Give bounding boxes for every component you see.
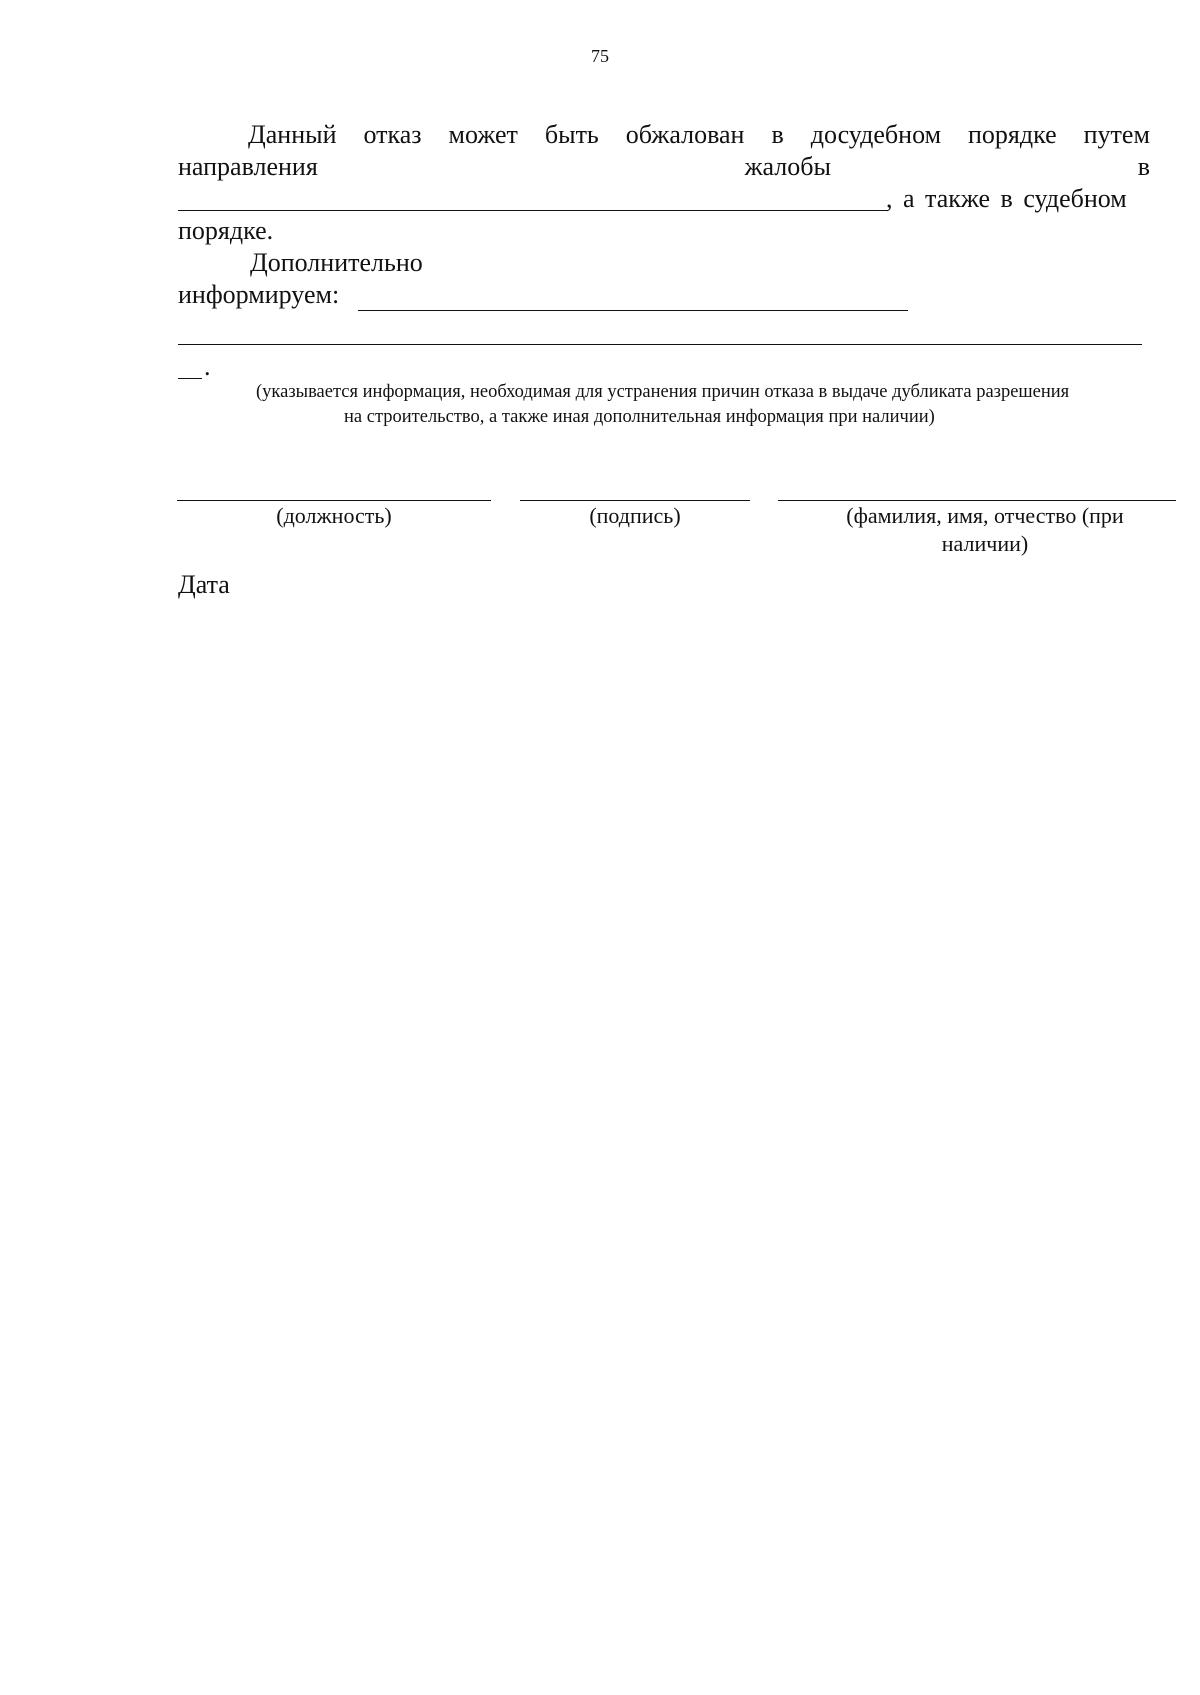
end-period: . [204, 352, 211, 381]
appeal-line-4: порядке. [178, 216, 274, 245]
word: в [1137, 152, 1150, 181]
additional-info-heading: Дополнительно [250, 248, 423, 277]
note-caption-line-2: на строительство, а также иная дополнительная информация при наличии) [344, 407, 935, 427]
word: направления [178, 152, 318, 181]
note-caption-line-1: (указывается информация, необходимая для устранения причин отказа в выдаче дубликата разрешения [256, 382, 1070, 402]
position-field[interactable] [177, 500, 491, 501]
additional-info-field-end[interactable] [178, 378, 202, 379]
word: порядке [968, 120, 1057, 149]
word: отказ [363, 120, 422, 149]
word: путем [1083, 120, 1150, 149]
signature-caption: (подпись) [589, 503, 681, 528]
name-caption-line-2: наличии) [941, 531, 1029, 556]
appeal-line-1 [248, 120, 1150, 150]
word: Данный [248, 120, 337, 149]
signature-field[interactable] [520, 500, 750, 501]
word: досудебном [810, 120, 942, 149]
word: может [448, 120, 518, 149]
appeal-line-2 [178, 152, 1150, 182]
date-label: Дата [178, 570, 230, 599]
additional-info-label: информируем: [178, 280, 340, 309]
position-caption: (должность) [276, 503, 392, 528]
word: в [771, 120, 784, 149]
additional-info-field[interactable] [358, 310, 908, 311]
appeal-line-3-tail: , а также в судебном [886, 184, 1127, 213]
word: быть [544, 120, 599, 149]
word: обжалован [625, 120, 745, 149]
page-number: 75 [591, 46, 609, 66]
appeal-body-field[interactable] [178, 210, 888, 211]
word: жалобы [744, 152, 831, 181]
name-caption-line-1: (фамилия, имя, отчество (при [846, 503, 1124, 528]
additional-info-field-line-2[interactable] [178, 344, 1142, 345]
name-field[interactable] [778, 500, 1176, 501]
